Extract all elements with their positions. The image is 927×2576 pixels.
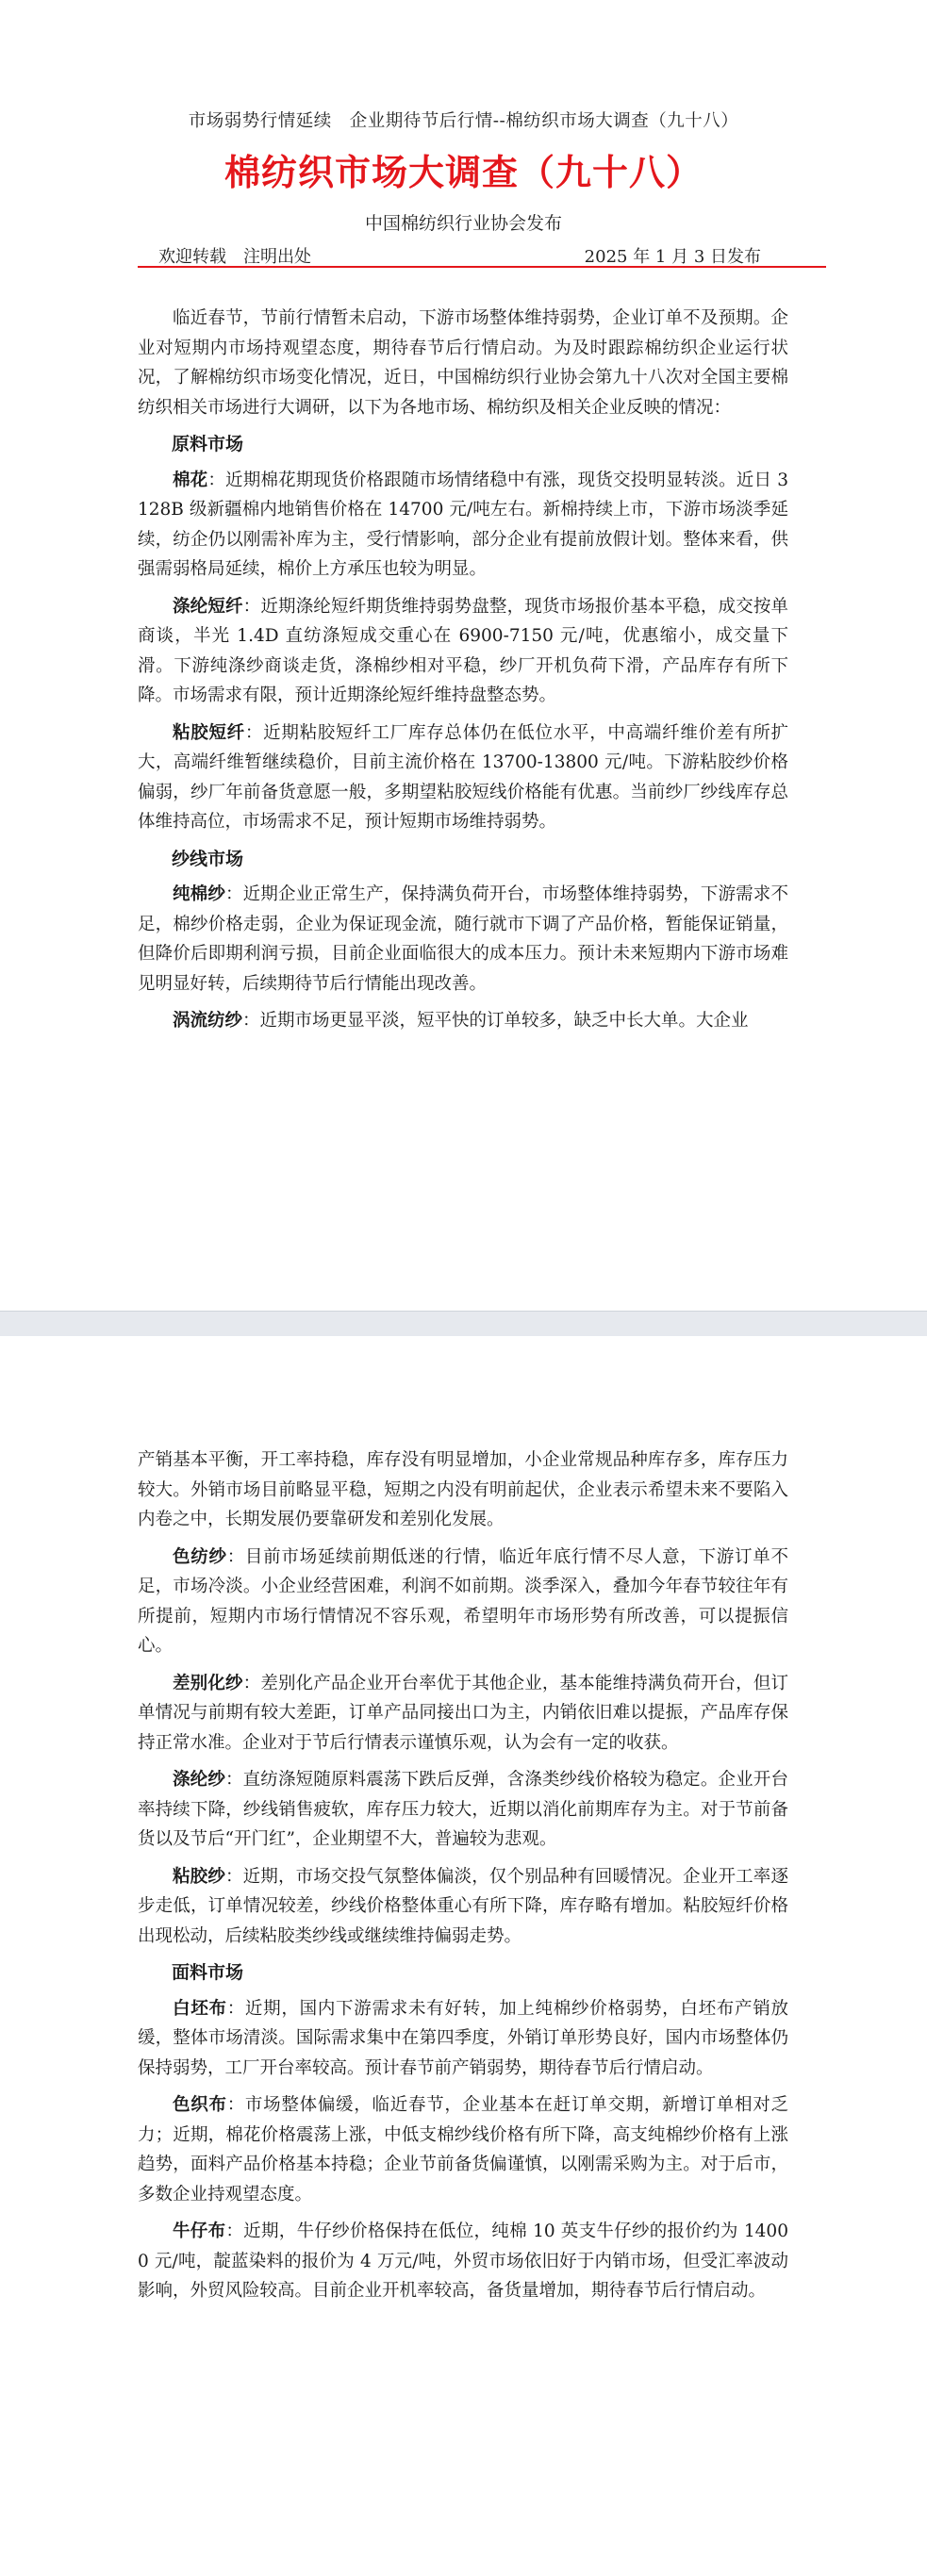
article-body-page-2: [138, 1445, 788, 2314]
section-heading-raw-materials: 原料市场: [172, 434, 244, 454]
term-polyester-yarn: 涤纶纱: [173, 1770, 225, 1790]
paragraph-vortex-yarn: [138, 1006, 788, 1036]
intro-paragraph: 临近春节，节前行情暂未启动，下游市场整体维持弱势，企业订单不及预期。企业对短期内市场持观望态度，期待春节后行情启动。为及时跟踪棉纺织企业运行状况，了解棉纺织市场变化情况，近日，中国棉纺织行业协会第九十八次对全国主要棉纺织相关市场进行大调研，以下为各地市场、棉纺织及相关企业反映的情况：: [138, 308, 788, 418]
paragraph-vortex-yarn-continued: 产销基本平衡，开工率持稳，库存没有明显增加，小企业常规品种库存多，库存压力较大。外销市场目前略显平稳，短期之内没有明前起伏，企业表示希望未来不要陷入内卷之中，长期发展仍要靠研发和差别化发展。: [138, 1450, 788, 1529]
term-viscose-staple: 粘胶短纤: [173, 722, 245, 743]
text-pure-cotton-yarn: ：近期企业正常生产，保持满负荷开台，市场整体维持弱势，下游需求不足，棉纱价格走弱，企业为保证现金流，随行就市下调了产品价格，暂能保证销量，但降价后即期利润亏损，目前企业面临很大的成本压力。预计未来短期内下游市场难见明显好转，后续期待节后行情能出现改善。: [138, 884, 788, 994]
paragraph-denim: [138, 2217, 788, 2306]
text-viscose-staple: ：近期粘胶短纤工厂库存总体仍在低位水平，中高端纤维价差有所扩大，高端纤维暂继续稳价，目前主流价格在 13700-13800 元/吨。下游粘胶纱价格偏弱，纱厂年前备货意愿一般，多期望粘胶短线价格能有优惠。当前纱厂纱线库存总体维持高位，市场需求不足，预计短期市场维持弱势。: [138, 722, 788, 832]
text-polyester-staple: ：近期涤纶短纤期货维持弱势盘整，现货市场报价基本平稳，成交按单商谈，半光 1.4D 直纺涤短成交重心在 6900-7150 元/吨，优惠缩小，成交量下滑。下游纯涤纱商谈走货，涤棉纱相对平稳，纱厂开机负荷下滑，产品库存有所下降。市场需求有限，预计近期涤纶短纤维持盘整态势。: [138, 596, 788, 705]
text-viscose-yarn: ：近期，市场交投气氛整体偏淡，仅个别品种有回暖情况。企业开工率逐步走低，订单情况较差，纱线价格整体重心有所下降，库存略有增加。粘胶短纤价格出现松动，后续粘胶类纱线或继续维持偏弱走势。: [138, 1866, 788, 1946]
page-separator: [0, 1311, 927, 1337]
article-body-page-1: [138, 304, 788, 1044]
term-denim: 牛仔布: [173, 2221, 226, 2241]
publish-date: 2025 年 1 月 3 日发布: [584, 247, 761, 267]
paragraph-polyester-staple: [138, 592, 788, 711]
term-colored-yarn: 色纺纱: [173, 1546, 227, 1567]
publisher-line: 中国棉纺织行业协会发布: [364, 213, 562, 234]
paragraph-viscose-yarn: [138, 1862, 788, 1952]
term-vortex-yarn: 涡流纺纱: [173, 1011, 243, 1031]
paragraph-polyester-yarn: [138, 1765, 788, 1855]
term-grey-fabric: 白坯布: [173, 1998, 227, 2019]
red-rule-divider: [138, 266, 826, 268]
term-polyester-staple: 涤纶短纤: [173, 596, 243, 617]
term-pure-cotton-yarn: 纯棉纱: [173, 884, 225, 904]
paragraph-cotton: [138, 466, 788, 585]
paragraph-colored-yarn: [138, 1543, 788, 1661]
text-polyester-yarn: ：直纺涤短随原料震荡下跌后反弹，含涤类纱线价格较为稳定。企业开台率持续下降，纱线销售疲软，库存压力较大，近期以消化前期库存为主。对于节前备货以及节后“开门红”，企业期望不大，普遍较为悲观。: [138, 1770, 788, 1849]
text-yarn-dyed-fabric: ：市场整体偏缓，临近春节，企业基本在赶订单交期，新增订单相对乏力；近期，棉花价格震荡上涨，中低支棉纱线价格有所下降，高支纯棉纱价格有上涨趋势，面料产品价格基本持稳；企业节前备货偏谨慎，以刚需采购为主。对于后市，多数企业持观望态度。: [138, 2095, 788, 2204]
paragraph-yarn-dyed-fabric: [138, 2090, 788, 2209]
term-viscose-yarn: 粘胶纱: [173, 1866, 225, 1887]
section-heading-fabric: 面料市场: [172, 1962, 244, 1983]
paragraph-differentiated-yarn: [138, 1669, 788, 1759]
term-yarn-dyed-fabric: 色织布: [173, 2095, 227, 2115]
running-head: 市场弱势行情延续 企业期待节后行情--棉纺织市场大调查（九十八）: [188, 111, 739, 131]
text-grey-fabric: ：近期，国内下游需求未有好转，加上纯棉纱价格弱势，白坯布产销放缓，整体市场清淡。国际需求集中在第四季度，外销订单形势良好，国内市场整体仍保持弱势，工厂开台率较高。预计春节前产销弱势，期待春节后行情启动。: [138, 1998, 788, 2078]
text-denim: ：近期，牛仔纱价格保持在低位，纯棉 10 英支牛仔纱的报价约为 14000 元/吨，靛蓝染料的报价为 4 万元/吨，外贸市场依旧好于内销市场，但受汇率波动影响，外贸风险较高。目前企业开机率较高，备货量增加，期待春节后行情启动。: [138, 2221, 788, 2301]
section-heading-yarn: 纱线市场: [172, 848, 244, 869]
term-differentiated-yarn: 差别化纱: [173, 1673, 243, 1693]
text-vortex-yarn: ：近期市场更显平淡，短平快的订单较多，缺乏中长大单。大企业: [242, 1011, 749, 1031]
paragraph-pure-cotton-yarn: [138, 880, 788, 999]
term-cotton: 棉花: [173, 470, 208, 490]
paragraph-grey-fabric: [138, 1994, 788, 2084]
page-title: 棉纺织市场大调查（九十八）: [223, 151, 703, 193]
text-cotton: ：近期棉花期现货价格跟随市场情绪稳中有涨，现货交投明显转淡。近日 3128B 级新疆棉内地销售价格在 14700 元/吨左右。新棉持续上市，下游市场淡季延续，纺企仍以刚需补库为主，受行情影响，部分企业有提前放假计划。整体来看，供强需弱格局延续，棉价上方承压也较为明显。: [138, 470, 788, 579]
paragraph-viscose-staple: [138, 718, 788, 837]
reprint-notice: 欢迎转载 注明出处: [158, 247, 311, 267]
text-differentiated-yarn: ：差别化产品企业开台率优于其他企业，基本能维持满负荷开台，但订单情况与前期有较大差距，订单产品同接出口为主，内销依旧难以提振，产品库存保持正常水准。企业对于节后行情表示谨慎乐观，认为会有一定的收获。: [138, 1673, 788, 1753]
text-colored-yarn: ：目前市场延续前期低迷的行情，临近年底行情不尽人意，下游订单不足，市场冷淡。小企业经营困难，利润不如前期。淡季深入，叠加今年春节较往年有所提前，短期内市场行情情况不容乐观，希望明年市场形势有所改善，可以提振信心。: [138, 1546, 788, 1656]
